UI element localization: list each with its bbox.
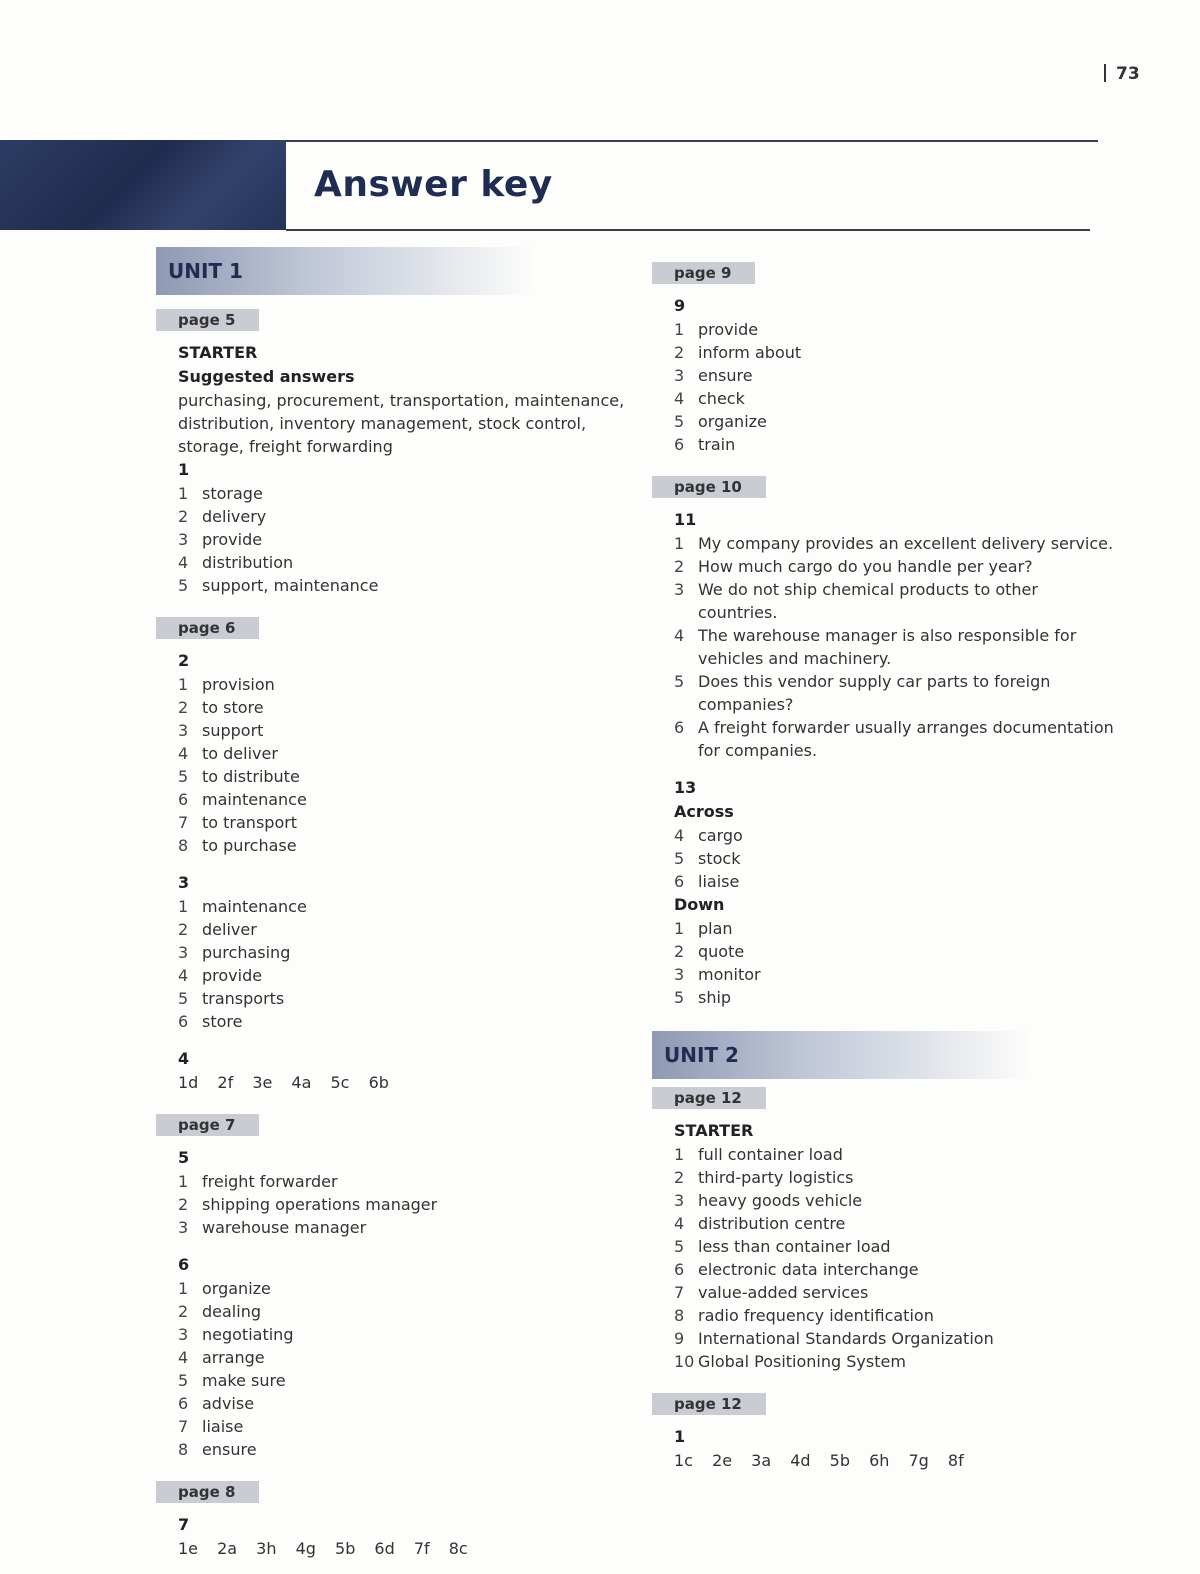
list-item <box>178 696 626 719</box>
item-number: 6 <box>178 1012 189 1031</box>
list-item <box>674 341 1122 364</box>
starter-label: STARTER <box>674 1121 754 1140</box>
item-text: value-added services <box>698 1283 869 1302</box>
item-number: 4 <box>674 626 685 645</box>
list-item <box>674 1327 1122 1350</box>
across-label: Across <box>674 802 734 821</box>
item-number: 8 <box>178 1440 189 1459</box>
item-text: provide <box>698 320 759 339</box>
list-item <box>674 986 1122 1009</box>
list-item <box>674 532 1122 555</box>
item-text: distribution centre <box>698 1214 846 1233</box>
item-number: 4 <box>178 553 189 572</box>
list-item <box>178 1346 626 1369</box>
item-text: International Standards Organization <box>698 1329 994 1348</box>
item-text: less than container load <box>698 1237 891 1256</box>
list-item <box>178 918 626 941</box>
exercise-number: 1 <box>674 1427 686 1446</box>
list-item <box>178 1010 626 1033</box>
item-number: 5 <box>674 1237 685 1256</box>
matching-answers: 1d 2f 3e 4a 5c 6b <box>178 1073 389 1092</box>
answer-list <box>178 1277 626 1461</box>
item-number: 5 <box>674 672 685 691</box>
answer-list <box>178 673 626 857</box>
answer-list <box>674 1143 1122 1373</box>
item-text: provide <box>202 966 263 985</box>
item-number: 5 <box>178 767 189 786</box>
answer-list <box>674 917 1122 1009</box>
exercise-number: 6 <box>178 1255 190 1274</box>
item-number: 2 <box>674 557 685 576</box>
list-item <box>178 1438 626 1461</box>
unit-heading: UNIT 2 <box>652 1031 1032 1079</box>
item-number: 6 <box>674 435 685 454</box>
list-item <box>178 1392 626 1415</box>
item-text: make sure <box>202 1371 286 1390</box>
item-number: 7 <box>178 1417 189 1436</box>
list-item <box>178 1216 626 1239</box>
item-number: 1 <box>178 675 189 694</box>
list-item <box>674 387 1122 410</box>
item-number: 4 <box>178 966 189 985</box>
item-text: to purchase <box>202 836 297 855</box>
list-item <box>674 716 1122 762</box>
item-text: radio frequency identification <box>698 1306 934 1325</box>
exercise-number: 3 <box>178 873 190 892</box>
list-item <box>674 1189 1122 1212</box>
item-text: How much cargo do you handle per year? <box>698 557 1033 576</box>
list-item <box>178 482 626 505</box>
item-number: 5 <box>674 412 685 431</box>
item-text: A freight forwarder usually arranges documentation for companies. <box>698 718 1114 760</box>
item-number: 5 <box>178 576 189 595</box>
header-rule-top <box>286 140 1098 142</box>
item-text: maintenance <box>202 790 307 809</box>
list-item <box>178 1193 626 1216</box>
item-number: 1 <box>674 1145 685 1164</box>
item-number: 4 <box>674 1214 685 1233</box>
list-item <box>674 1350 1122 1373</box>
matching-answers: 1c 2e 3a 4d 5b 6h 7g 8f <box>674 1451 964 1470</box>
list-item <box>674 410 1122 433</box>
item-number: 10 <box>674 1352 695 1371</box>
item-text: ship <box>698 988 732 1007</box>
item-number: 7 <box>674 1283 685 1302</box>
item-number: 4 <box>674 389 685 408</box>
item-text: support, maintenance <box>202 576 379 595</box>
item-number: 6 <box>674 718 685 737</box>
list-item <box>674 847 1122 870</box>
list-item <box>178 765 626 788</box>
left-column <box>156 247 626 1574</box>
exercise-number: 9 <box>674 296 686 315</box>
suggested-answers-text: purchasing, procurement, transportation, maintenance, distribution, inventory management, stock control, storage, freight forwarding <box>178 391 625 456</box>
item-text: provision <box>202 675 275 694</box>
item-text: ensure <box>202 1440 257 1459</box>
item-text: support <box>202 721 264 740</box>
item-text: to transport <box>202 813 298 832</box>
answer-list <box>674 318 1122 456</box>
item-number: 2 <box>178 920 189 939</box>
item-text: provide <box>202 530 263 549</box>
list-item <box>178 811 626 834</box>
list-item <box>178 941 626 964</box>
list-item <box>178 719 626 742</box>
item-text: heavy goods vehicle <box>698 1191 863 1210</box>
list-item <box>674 940 1122 963</box>
list-item <box>674 318 1122 341</box>
item-number: 3 <box>178 530 189 549</box>
list-item <box>178 528 626 551</box>
page-number: 73 <box>1104 64 1140 84</box>
item-text: Global Positioning System <box>698 1352 906 1371</box>
item-number: 1 <box>674 534 685 553</box>
item-text: quote <box>698 942 745 961</box>
list-item <box>178 1300 626 1323</box>
item-text: to store <box>202 698 264 717</box>
list-item <box>674 917 1122 940</box>
suggested-answers-label: Suggested answers <box>178 367 355 386</box>
item-text: check <box>698 389 745 408</box>
item-number: 5 <box>178 989 189 1008</box>
list-item <box>178 551 626 574</box>
item-number: 3 <box>674 965 685 984</box>
exercise-number: 5 <box>178 1148 190 1167</box>
item-number: 6 <box>178 1394 189 1413</box>
item-number: 3 <box>674 1191 685 1210</box>
item-number: 8 <box>674 1306 685 1325</box>
item-text: third-party logistics <box>698 1168 854 1187</box>
item-text: delivery <box>202 507 267 526</box>
down-label: Down <box>674 895 725 914</box>
section-page-7 <box>178 1146 626 1461</box>
answer-list <box>674 532 1122 762</box>
item-number: 3 <box>674 580 685 599</box>
header-decoration <box>0 140 286 230</box>
item-number: 5 <box>674 988 685 1007</box>
item-number: 6 <box>674 872 685 891</box>
item-text: monitor <box>698 965 761 984</box>
item-text: Does this vendor supply car parts to foreign companies? <box>698 672 1051 714</box>
section-page-10 <box>674 508 1122 1009</box>
item-number: 1 <box>178 484 189 503</box>
header-rule-bottom <box>286 229 1090 231</box>
item-text: train <box>698 435 736 454</box>
page-tag: page 6 <box>156 617 259 639</box>
list-item <box>178 964 626 987</box>
list-item <box>674 1304 1122 1327</box>
item-number: 1 <box>674 320 685 339</box>
item-text: We do not ship chemical products to other countries. <box>698 580 1038 622</box>
list-item <box>674 578 1122 624</box>
list-item <box>674 1258 1122 1281</box>
item-number: 9 <box>674 1329 685 1348</box>
item-text: maintenance <box>202 897 307 916</box>
list-item <box>674 670 1122 716</box>
item-text: arrange <box>202 1348 265 1367</box>
answer-list <box>178 1170 626 1239</box>
item-number: 1 <box>178 1172 189 1191</box>
item-text: purchasing <box>202 943 291 962</box>
list-item <box>674 364 1122 387</box>
list-item <box>674 433 1122 456</box>
list-item <box>674 624 1122 670</box>
list-item <box>178 1170 626 1193</box>
list-item <box>178 673 626 696</box>
section-page-12-starter <box>674 1119 1122 1373</box>
item-text: warehouse manager <box>202 1218 367 1237</box>
item-text: inform about <box>698 343 802 362</box>
item-text: dealing <box>202 1302 261 1321</box>
item-number: 2 <box>178 507 189 526</box>
section-page-6 <box>178 649 626 1094</box>
exercise-number: 2 <box>178 651 190 670</box>
item-number: 1 <box>178 897 189 916</box>
list-item <box>178 1277 626 1300</box>
exercise-number: 11 <box>674 510 697 529</box>
item-number: 6 <box>674 1260 685 1279</box>
exercise-number: 1 <box>178 460 190 479</box>
item-number: 1 <box>178 1279 189 1298</box>
item-text: liaise <box>698 872 740 891</box>
item-text: distribution <box>202 553 294 572</box>
item-number: 4 <box>178 744 189 763</box>
item-text: negotiating <box>202 1325 294 1344</box>
list-item <box>178 574 626 597</box>
item-text: to deliver <box>202 744 278 763</box>
section-page-9 <box>674 294 1122 456</box>
item-text: organize <box>698 412 767 431</box>
item-text: shipping operations manager <box>202 1195 438 1214</box>
item-text: The warehouse manager is also responsible for vehicles and machinery. <box>698 626 1077 668</box>
list-item <box>674 1281 1122 1304</box>
list-item <box>674 555 1122 578</box>
item-text: deliver <box>202 920 257 939</box>
page-tag: page 10 <box>652 476 766 498</box>
item-text: full container load <box>698 1145 843 1164</box>
item-number: 4 <box>674 826 685 845</box>
list-item <box>178 895 626 918</box>
item-text: cargo <box>698 826 743 845</box>
item-number: 2 <box>178 1195 189 1214</box>
page-tag: page 7 <box>156 1114 259 1136</box>
item-number: 2 <box>178 698 189 717</box>
page-tag: page 5 <box>156 309 259 331</box>
page-tag: page 9 <box>652 262 755 284</box>
item-number: 4 <box>178 1348 189 1367</box>
item-text: freight forwarder <box>202 1172 338 1191</box>
answer-list <box>178 895 626 1033</box>
section-page-5 <box>178 341 626 597</box>
item-number: 2 <box>178 1302 189 1321</box>
unit-heading: UNIT 1 <box>156 247 536 295</box>
list-item <box>178 987 626 1010</box>
list-item <box>674 963 1122 986</box>
page-tag: page 12 <box>652 1087 766 1109</box>
page-tag: page 12 <box>652 1393 766 1415</box>
list-item <box>674 1212 1122 1235</box>
list-item <box>674 1143 1122 1166</box>
right-column <box>652 262 1122 1486</box>
list-item <box>178 1415 626 1438</box>
item-number: 3 <box>674 366 685 385</box>
item-number: 3 <box>178 1218 189 1237</box>
item-text: store <box>202 1012 243 1031</box>
item-text: organize <box>202 1279 271 1298</box>
item-number: 7 <box>178 813 189 832</box>
item-number: 2 <box>674 343 685 362</box>
item-number: 3 <box>178 721 189 740</box>
item-text: transports <box>202 989 285 1008</box>
item-number: 3 <box>178 1325 189 1344</box>
item-text: to distribute <box>202 767 300 786</box>
list-item <box>178 505 626 528</box>
section-page-12 <box>674 1425 1122 1472</box>
item-text: advise <box>202 1394 255 1413</box>
answer-list <box>674 824 1122 893</box>
item-text: plan <box>698 919 733 938</box>
item-number: 8 <box>178 836 189 855</box>
list-item <box>674 870 1122 893</box>
exercise-number: 13 <box>674 778 697 797</box>
list-item <box>674 824 1122 847</box>
exercise-number: 4 <box>178 1049 190 1068</box>
list-item <box>674 1235 1122 1258</box>
page-tag: page 8 <box>156 1481 259 1503</box>
item-text: storage <box>202 484 263 503</box>
item-number: 5 <box>178 1371 189 1390</box>
item-number: 2 <box>674 942 685 961</box>
item-text: liaise <box>202 1417 244 1436</box>
list-item <box>178 788 626 811</box>
list-item <box>178 834 626 857</box>
item-number: 3 <box>178 943 189 962</box>
item-text: ensure <box>698 366 753 385</box>
item-text: My company provides an excellent delivery service. <box>698 534 1114 553</box>
list-item <box>674 1166 1122 1189</box>
exercise-number: 7 <box>178 1515 190 1534</box>
page-title: Answer key <box>314 164 553 205</box>
starter-label: STARTER <box>178 343 258 362</box>
list-item <box>178 1323 626 1346</box>
list-item <box>178 1369 626 1392</box>
matching-answers: 1e 2a 3h 4g 5b 6d 7f 8c <box>178 1539 468 1558</box>
answer-list <box>178 482 626 597</box>
list-item <box>178 742 626 765</box>
item-text: electronic data interchange <box>698 1260 919 1279</box>
item-number: 6 <box>178 790 189 809</box>
item-number: 5 <box>674 849 685 868</box>
item-number: 2 <box>674 1168 685 1187</box>
item-text: stock <box>698 849 741 868</box>
item-number: 1 <box>674 919 685 938</box>
